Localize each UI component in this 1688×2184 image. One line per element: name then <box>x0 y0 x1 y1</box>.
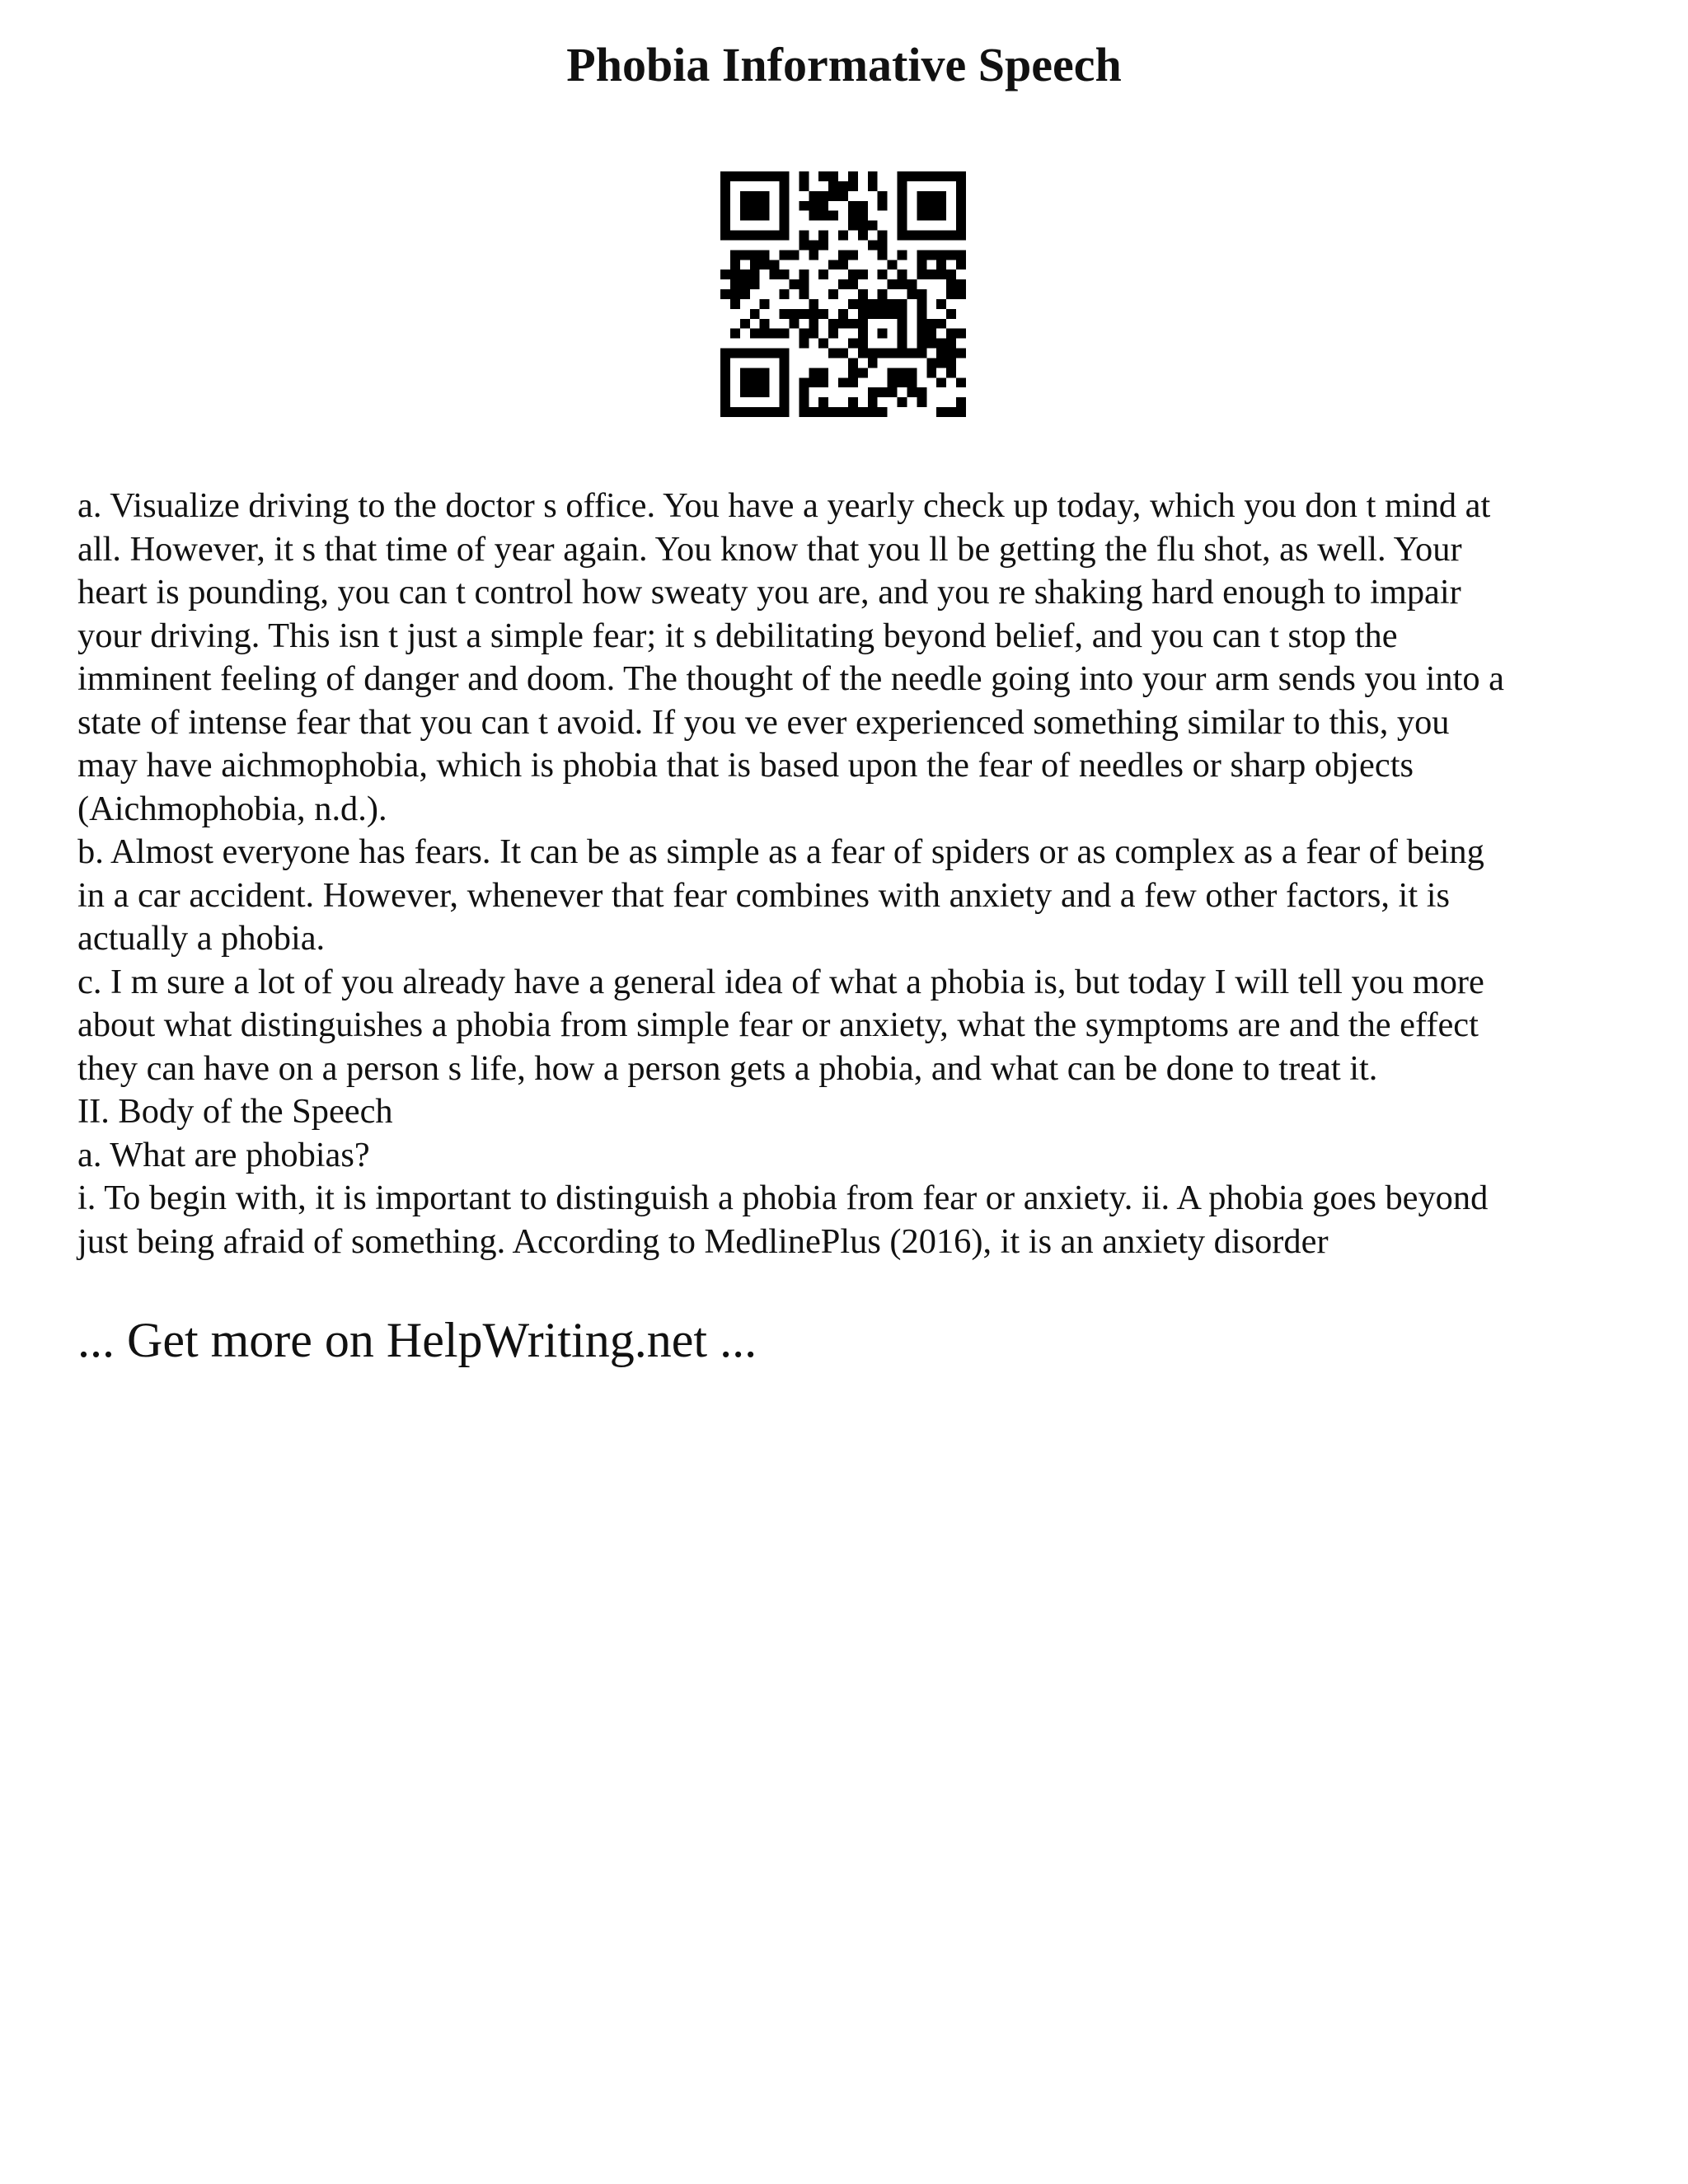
get-more-link[interactable]: ... Get more on HelpWriting.net ... <box>77 1313 757 1367</box>
body-line: state of intense fear that you can t avoid. If you ve ever experienced something similar to this, you <box>77 702 1450 742</box>
speech-body-text <box>77 485 1627 1263</box>
body-line: c. I m sure a lot of you already have a general idea of what a phobia is, but today I will tell you more <box>77 962 1484 1001</box>
body-line: imminent feeling of danger and doom. The thought of the needle going into your arm sends you into a <box>77 659 1504 698</box>
body-line: in a car accident. However, whenever that fear combines with anxiety and a few other factors, it is <box>77 875 1450 915</box>
body-line: actually a phobia. <box>77 919 326 958</box>
body-line: they can have on a person s life, how a person gets a phobia, and what can be done to treat it. <box>77 1048 1378 1088</box>
body-line: (Aichmophobia, n.d.). <box>77 789 387 828</box>
body-line: about what distinguishes a phobia from simple fear or anxiety, what the symptoms are and the effect <box>77 1005 1479 1044</box>
body-line: II. Body of the Speech <box>77 1092 393 1131</box>
body-line: your driving. This isn t just a simple fear; it s debilitating beyond belief, and you can t stop the <box>77 616 1398 655</box>
page-title: Phobia Informative Speech <box>566 38 1122 91</box>
body-line: b. Almost everyone has fears. It can be as simple as a fear of spiders or as complex as a fear of being <box>77 832 1484 871</box>
body-line: a. What are phobias? <box>77 1135 370 1174</box>
body-line: may have aichmophobia, which is phobia that is based upon the fear of needles or sharp objects <box>77 746 1414 785</box>
qr-code-icon <box>720 171 966 417</box>
body-line: heart is pounding, you can t control how sweaty you are, and you re shaking hard enough to impair <box>77 573 1461 612</box>
body-line: just being afraid of something. According to MedlinePlus (2016), it is an anxiety disorder <box>77 1221 1329 1261</box>
body-line: all. However, it s that time of year again. You know that you ll be getting the flu shot, as well. Your <box>77 529 1462 569</box>
body-line: i. To begin with, it is important to distinguish a phobia from fear or anxiety. ii. A phobia goes beyond <box>77 1179 1489 1217</box>
body-line: a. Visualize driving to the doctor s office. You have a yearly check up today, which you don t mind at <box>77 486 1491 525</box>
